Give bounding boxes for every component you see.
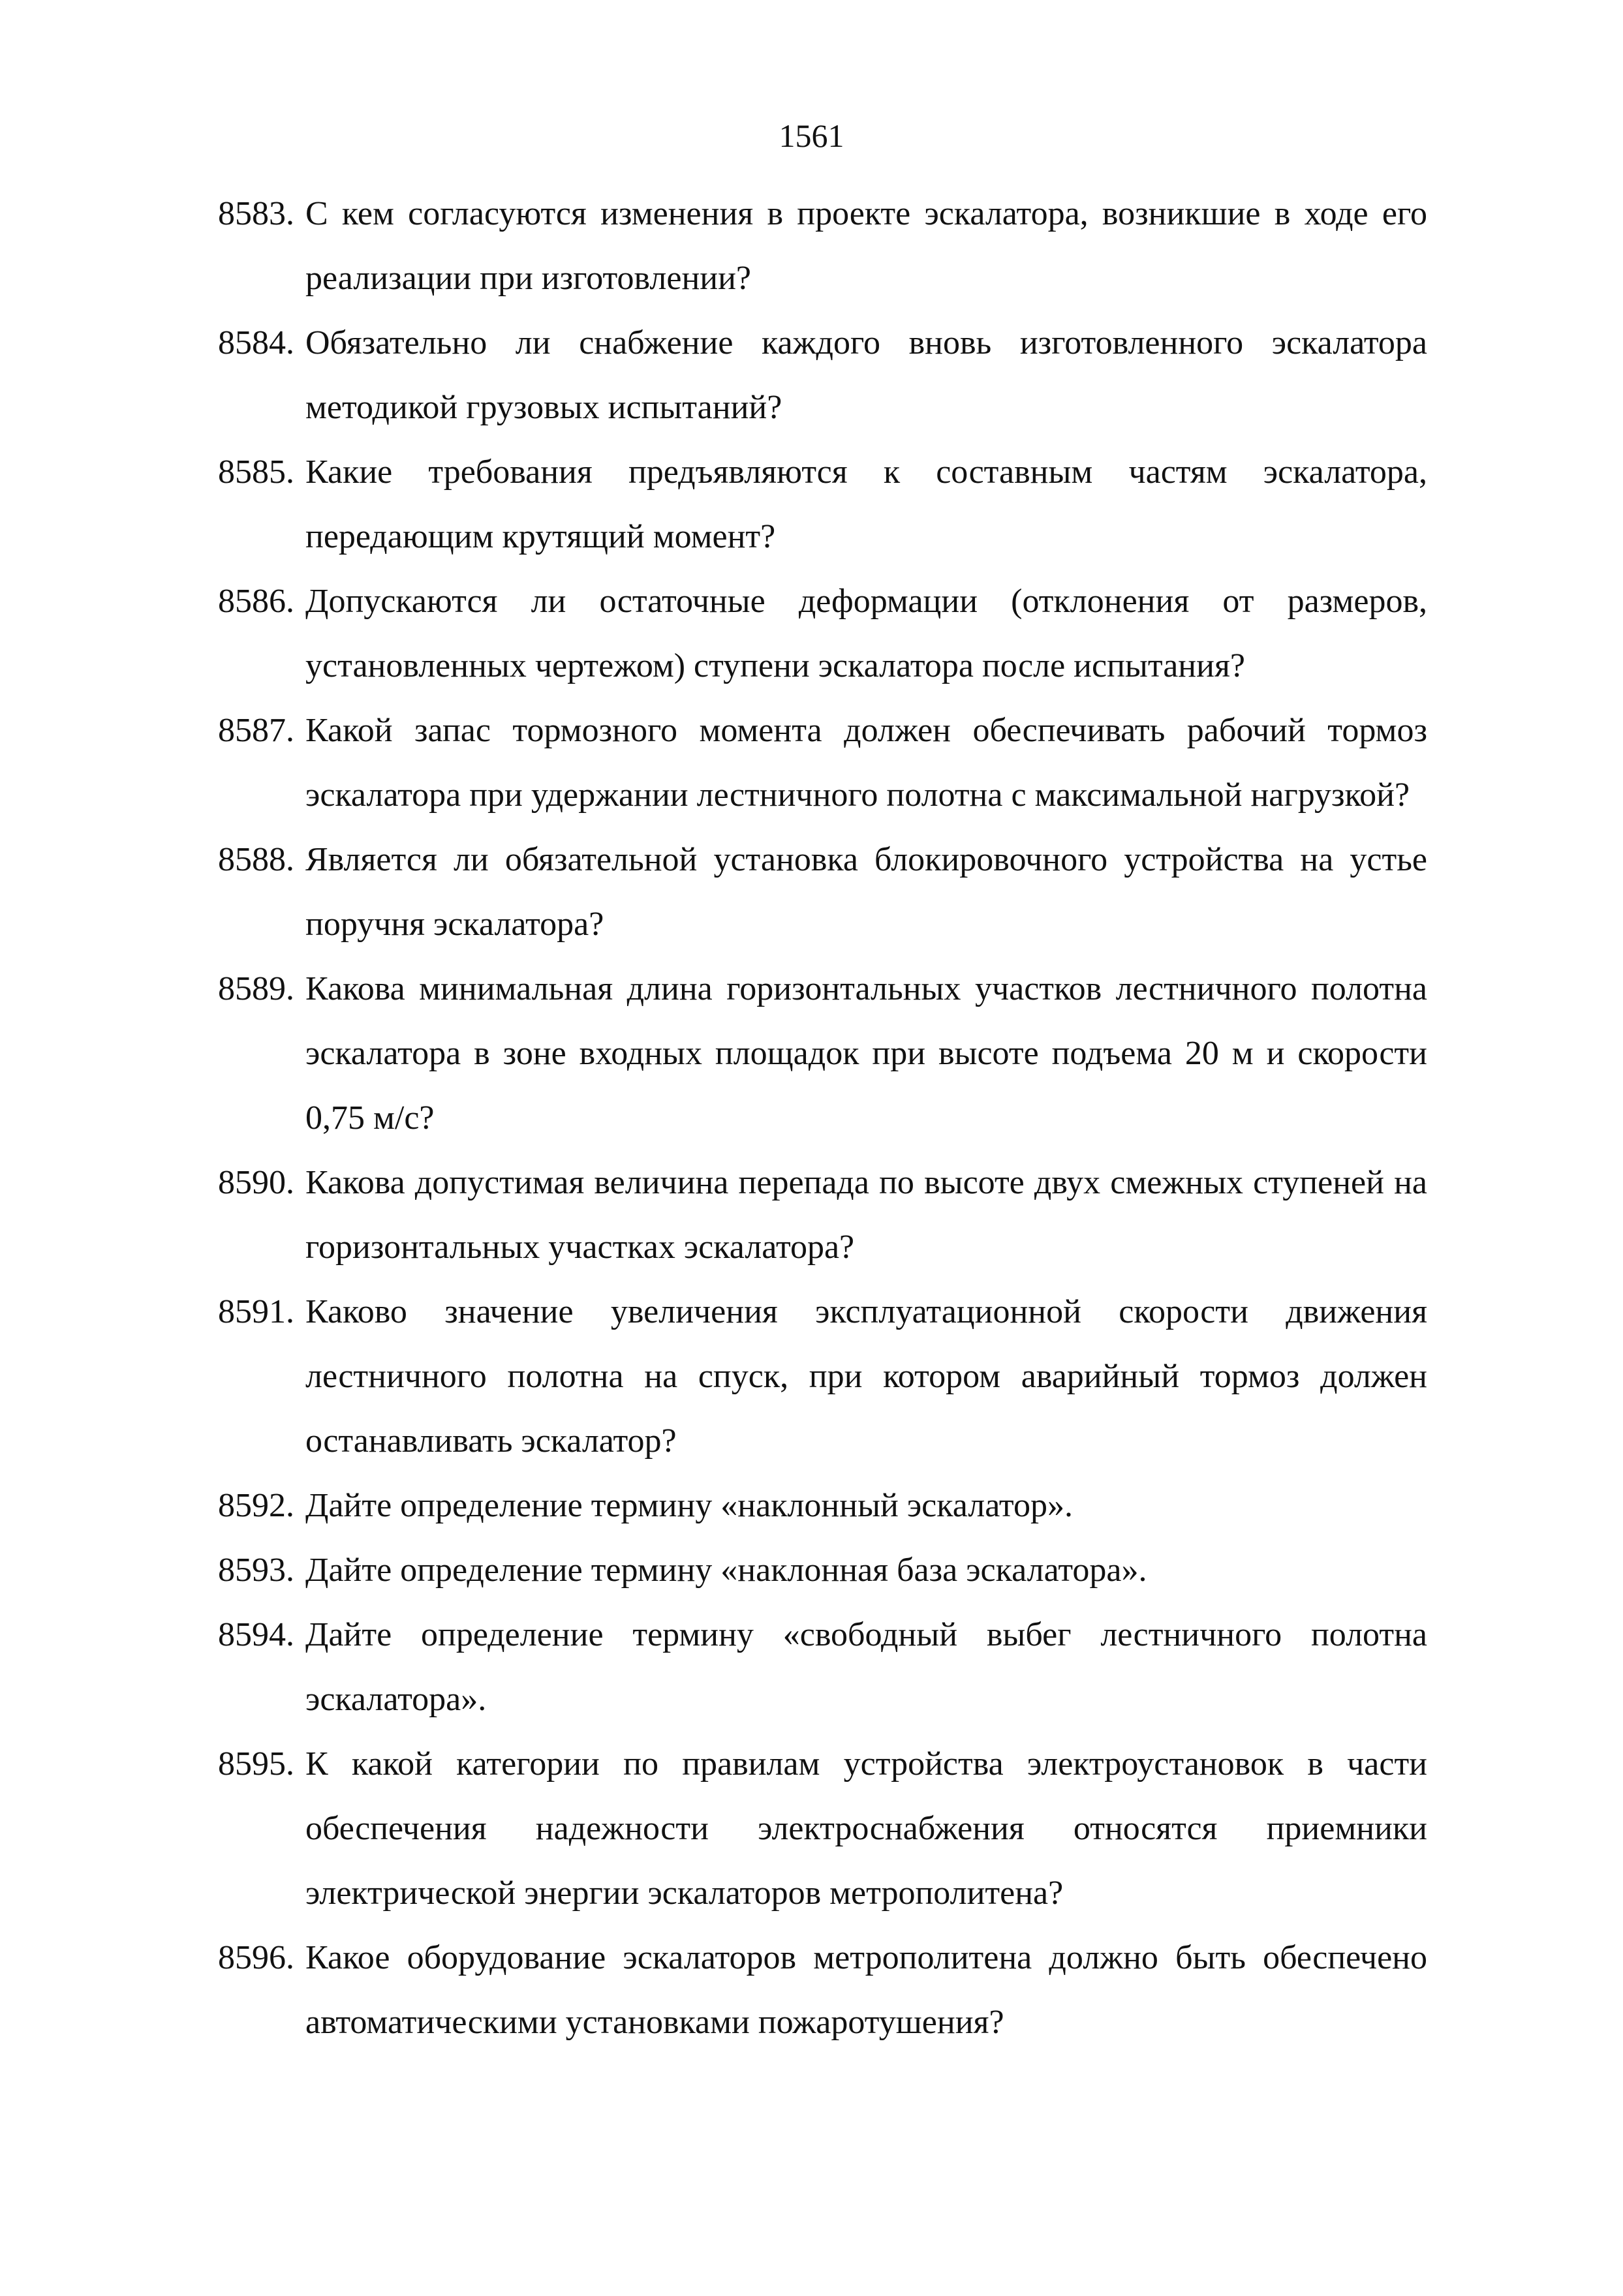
question-item <box>218 827 1427 957</box>
question-number: 8593. <box>218 1552 294 1589</box>
question-item <box>218 1150 1427 1279</box>
question-item <box>218 1732 1427 1925</box>
question-number: 8586. <box>218 583 294 620</box>
question-item <box>218 957 1427 1150</box>
question-text: Является ли обязательной установка блокировочного устройства на устье поручня эскалатора? <box>305 841 1427 943</box>
question-number: 8589. <box>218 970 294 1007</box>
question-number: 8587. <box>218 712 294 749</box>
question-item <box>218 311 1427 440</box>
question-number: 8596. <box>218 1939 294 1976</box>
question-item <box>218 1279 1427 1473</box>
question-item <box>218 698 1427 827</box>
question-item <box>218 569 1427 698</box>
question-text: Обязательно ли снабжение каждого вновь изготовленного эскалатора методикой грузовых испытаний? <box>305 324 1427 426</box>
question-text: Какой запас тормозного момента должен обеспечивать рабочий тормоз эскалатора при удержании лестничного полотна с максимальной нагрузкой? <box>305 712 1427 814</box>
question-item <box>218 1925 1427 2055</box>
question-text: Дайте определение термину «наклонный эскалатор». <box>305 1487 1073 1524</box>
question-list <box>218 181 1427 2055</box>
question-number: 8588. <box>218 841 294 878</box>
question-item <box>218 1602 1427 1732</box>
question-item <box>218 181 1427 311</box>
question-text: Какие требования предъявляются к составным частям эскалатора, передающим крутящий момент? <box>305 453 1427 555</box>
question-text: К какой категории по правилам устройства электроустановок в части обеспечения надежности электроснабжения относятся приемники электрической энергии эскалаторов метрополитена? <box>305 1745 1427 1912</box>
question-number: 8584. <box>218 324 294 361</box>
question-text: Каково значение увеличения эксплуатационной скорости движения лестничного полотна на спуск, при котором аварийный тормоз должен останавливать эскалатор? <box>305 1293 1427 1460</box>
question-text: Дайте определение термину «свободный выбег лестничного полотна эскалатора». <box>305 1616 1427 1718</box>
question-number: 8585. <box>218 453 294 491</box>
question-number: 8583. <box>218 195 294 232</box>
question-text: Какое оборудование эскалаторов метрополитена должно быть обеспечено автоматическими установками пожаротушения? <box>305 1939 1427 2041</box>
question-number: 8595. <box>218 1745 294 1783</box>
question-number: 8592. <box>218 1487 294 1524</box>
question-text: С кем согласуются изменения в проекте эскалатора, возникшие в ходе его реализации при изготовлении? <box>305 195 1427 297</box>
question-item <box>218 1473 1427 1538</box>
question-text: Какова допустимая величина перепада по высоте двух смежных ступеней на горизонтальных участках эскалатора? <box>305 1164 1427 1266</box>
question-item <box>218 440 1427 569</box>
question-number: 8591. <box>218 1293 294 1330</box>
question-number: 8594. <box>218 1616 294 1653</box>
question-text: Дайте определение термину «наклонная база эскалатора». <box>305 1552 1147 1589</box>
question-text: Допускаются ли остаточные деформации (отклонения от размеров, установленных чертежом) ступени эскалатора после испытания? <box>305 583 1427 684</box>
page-number: 1561 <box>779 117 844 154</box>
question-item <box>218 1538 1427 1602</box>
question-number: 8590. <box>218 1164 294 1201</box>
question-text: Какова минимальная длина горизонтальных участков лестничного полотна эскалатора в зоне входных площадок при высоте подъема 20 м и скорости 0,75 м/с? <box>305 970 1427 1137</box>
